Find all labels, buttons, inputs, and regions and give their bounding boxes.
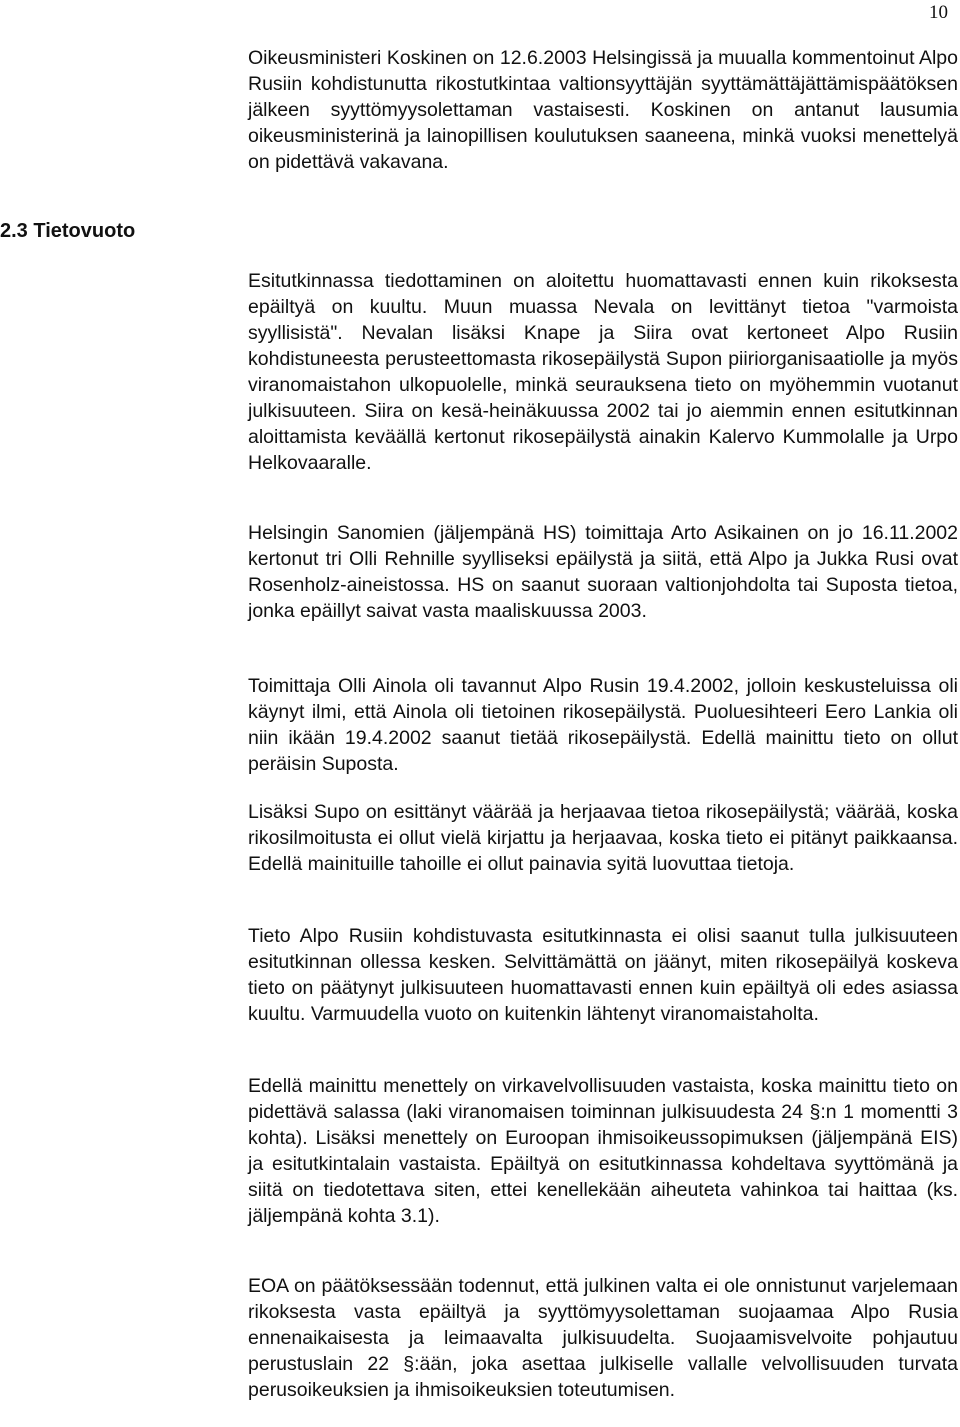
body-paragraph-2: Helsingin Sanomien (jäljempänä HS) toimittaja Arto Asikainen on jo 16.11.2002 kertonut tri Olli Rehnille syylliseksi epäilystä ja siitä, että Alpo ja Jukka Rusi ovat Rosenholz-aineistossa. HS on saanut suoraan valtionjohdolta tai Suposta tietoa, jonka epäillyt saivat vasta maaliskuussa 2003. — [248, 522, 958, 622]
body-paragraph-6: Edellä mainittu menettely on virkavelvollisuuden vastaista, koska mainittu tieto on pidettävä salassa (laki viranomaisen toiminnan julkisuudesta 24 §:n 1 momentti 3 kohta). Lisäksi menettely on Euroopan ihmisoikeussopimuksen (jäljempänä EIS) ja esitutkintalain vastaista. Epäiltyä on esitutkinnassa kohdeltava syyttömänä ja siitä on tiedotettava siten, ettei kenellekään aiheuteta vahinkoa tai haittaa (ks. jäljempänä kohta 3.1). — [248, 1075, 958, 1227]
body-paragraph-7: EOA on päätöksessään todennut, että julkinen valta ei ole onnistunut varjelemaan rikoksesta vasta epäiltyä ja syyttömyysolettaman suojaamaa Alpo Rusia ennenaikaisesta ja leimaavalta julkisuudelta. Suojaamisvelvoite pohjautuu perustuslain 22 §:ään, joka asettaa julkiselle vallalle velvollisuuden turvata perusoikeuksien ja ihmisoikeuksien toteutumisen. — [248, 1275, 958, 1401]
section-heading: 2.3 Tietovuoto — [0, 220, 136, 242]
body-paragraph-3: Toimittaja Olli Ainola oli tavannut Alpo Rusin 19.4.2002, jolloin keskusteluissa oli käynyt ilmi, että Ainola oli tietoinen rikosepäilystä. Puoluesihteeri Eero Lankia oli niin ikään 19.4.2002 saanut tietää rikosepäilystä. Edellä mainittu tieto on ollut peräisin Suposta. — [248, 675, 958, 775]
body-paragraph-5: Tieto Alpo Rusiin kohdistuvasta esitutkinnasta ei olisi saanut tulla julkisuuteen esitutkinnan ollessa kesken. Selvittämättä on jäänyt, miten rikosepäilyä koskeva tieto on päätynyt julkisuuteen huomattavasti ennen kuin epäiltyä oli edes asiassa kuultu. Varmuudella vuoto on kuitenkin lähtenyt viranomaistaholta. — [248, 925, 958, 1025]
intro-paragraph: Oikeusministeri Koskinen on 12.6.2003 Helsingissä ja muualla kommentoinut Alpo Rusiin kohdistunutta rikostutkintaa valtionsyyttäjän syyttämättäjättämispäätöksen jälkeen syyttömyysolettaman vastaisesti. Koskinen on antanut lausumia oikeusministerinä ja lainopillisen koulutuksen saaneena, minkä vuoksi menettelyä on pidettävä vakavana. — [248, 47, 958, 173]
body-paragraph-1: Esitutkinnassa tiedottaminen on aloitettu huomattavasti ennen kuin rikoksesta epäiltyä on kuultu. Muun muassa Nevala on levittänyt tietoa "varmoista syyllisistä". Nevalan lisäksi Knape ja Siira ovat kertoneet Alpo Rusiin kohdistuneesta perusteettomasta rikosepäilystä Supon piiriorganisaatiolle ja myös viranomaistahon ulkopuolelle, minkä seurauksena tieto on myöhemmin vuotanut julkisuuteen. Siira on kesä-heinäkuussa 2002 tai jo aiemmin ennen esitutkinnan aloittamista keväällä kertonut rikosepäilystä ainakin Kalervo Kummolalle ja Urpo Helkovaaralle. — [248, 270, 958, 474]
page-number: 10 — [929, 2, 948, 23]
body-paragraph-4: Lisäksi Supo on esittänyt väärää ja herjaavaa tietoa rikosepäilystä; väärää, koska rikosilmoitusta ei ollut vielä kirjattu ja herjaavaa, koska tieto ei pitänyt paikkaansa. Edellä mainituille tahoille ei ollut painavia syitä luovuttaa tietoja. — [248, 801, 958, 875]
